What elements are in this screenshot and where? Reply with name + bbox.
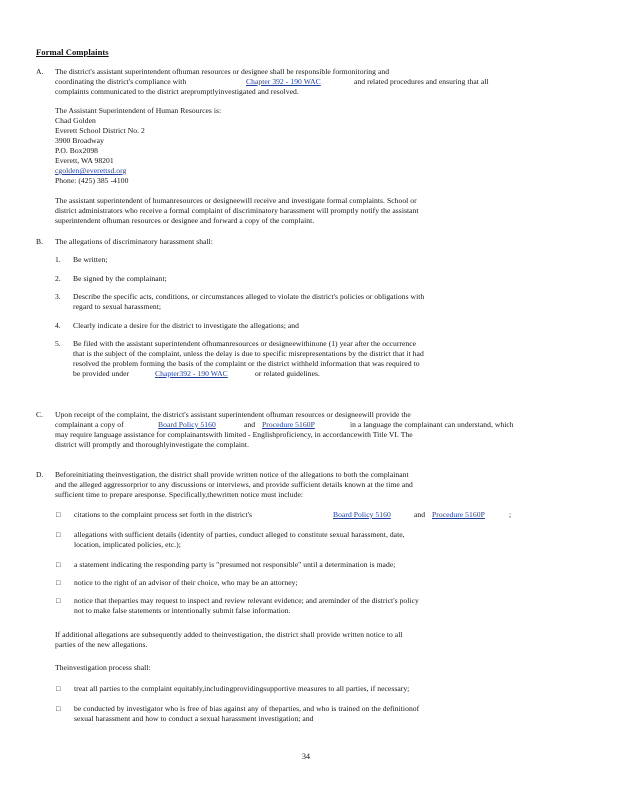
section-marker: A. xyxy=(36,67,44,76)
list-item-continued: resolved the problem forming the basis of the complaint or the district withheld information that was required to xyxy=(73,359,420,368)
text-line: Theinvestigation process shall: xyxy=(55,663,151,672)
board-policy-5160-link[interactable]: Board Policy 5160 xyxy=(158,420,216,429)
chapter-392-190-wac-link[interactable]: Chapter392 - 190 WAC xyxy=(155,369,228,378)
text-line: complaints communicated to the district arepromptlyinvestigated and resolved. xyxy=(55,87,299,96)
bullet-item: notice that theparties may request to inspect and review relevant evidence; and areminder of the district's policy xyxy=(74,596,419,605)
section-marker: C. xyxy=(36,410,43,419)
text-line: Upon receipt of the complaint, the district's assistant superintendent ofhuman resources or designeewill provide the xyxy=(55,410,411,419)
bullet-box-icon: □ xyxy=(56,560,61,569)
contact-pobox: P.O. Box2098 xyxy=(55,146,99,155)
list-item-continued: that is the subject of the complaint, unless the delay is due to specific misrepresentations by the district that it had xyxy=(73,349,424,358)
bullet-item-continued: not to make false statements or intentionally submit false information. xyxy=(74,606,291,615)
contact-city: Everett, WA 98201 xyxy=(55,156,114,165)
text-line: ; xyxy=(509,510,512,519)
contact-phone: Phone: (425) 385 -4100 xyxy=(55,176,129,185)
list-number: 4. xyxy=(55,321,61,330)
bullet-box-icon: □ xyxy=(56,684,61,693)
text-line: The allegations of discriminatory harassment shall: xyxy=(55,237,213,246)
section-marker: B. xyxy=(36,237,43,246)
bullet-item: be conducted by investigator who is free of bias against any of theparties, and who is trained on the definitionof xyxy=(74,704,420,713)
list-number: 1. xyxy=(55,255,61,264)
text-line: and xyxy=(244,420,256,429)
bullet-box-icon: □ xyxy=(56,510,61,519)
procedure-5160p-link[interactable]: Procedure 5160P xyxy=(262,420,315,429)
chapter-392-190-wac-link[interactable]: Chapter 392 - 190 WAC xyxy=(246,77,321,86)
text-line: or related guidelines. xyxy=(255,369,320,378)
text-line: and xyxy=(414,510,426,519)
list-item: Describe the specific acts, conditions, or circumstances alleged to violate the district's policies or obligations with xyxy=(73,292,425,301)
section-marker: D. xyxy=(36,470,44,479)
text-line: coordinating the district's compliance with xyxy=(55,77,187,86)
contact-street: 3900 Broadway xyxy=(55,136,104,145)
page-number: 34 xyxy=(302,752,310,761)
list-item: Be filed with the assistant superintendent ofhumanresources or designeewithinone (1) year after the occurrence xyxy=(73,339,417,348)
text-line: district will promptly and thoroughlyinvestigate the complaint. xyxy=(55,440,250,449)
list-item-continued: regard to sexual harassment; xyxy=(73,302,162,311)
text-line: Beforeinitiating theinvestigation, the district shall provide written notice of the allegations to both the complainant xyxy=(55,470,409,479)
text-line: sufficient time to prepare aresponse. Specifically,thewritten notice must include: xyxy=(55,490,304,499)
bullet-box-icon: □ xyxy=(56,596,61,605)
text-line: and related procedures and ensuring that all xyxy=(354,77,489,86)
page-title: Formal Complaints xyxy=(36,47,109,57)
bullet-item: treat all parties to the complaint equitably,includingprovidingsupportive measures to all parties, if necessary; xyxy=(74,684,410,693)
text-line: If additional allegations are subsequently added to theinvestigation, the district shall provide written notice to all xyxy=(55,630,403,639)
contact-name: Chad Golden xyxy=(55,116,96,125)
text-line: in a language the complainant can understand, which xyxy=(350,420,514,429)
text-line: parties of the new allegations. xyxy=(55,640,148,649)
list-number: 2. xyxy=(55,274,61,283)
contact-email-link[interactable]: cgolden@everettsd.org xyxy=(55,166,127,175)
list-number: 3. xyxy=(55,292,61,301)
bullet-item: citations to the complaint process set forth in the district's xyxy=(74,510,253,519)
text-line: The assistant superintendent of humanresources or designeewill receive and investigate formal complaints. School or xyxy=(55,196,417,205)
list-item: Clearly indicate a desire for the district to investigate the allegations; and xyxy=(73,321,299,330)
text-line: The Assistant Superintendent of Human Resources is: xyxy=(55,106,222,115)
bullet-box-icon: □ xyxy=(56,578,61,587)
board-policy-5160-link[interactable]: Board Policy 5160 xyxy=(333,510,391,519)
bullet-item-continued: location, implicated policies, etc.); xyxy=(74,540,181,549)
list-item: Be written; xyxy=(73,255,108,264)
bullet-box-icon: □ xyxy=(56,530,61,539)
text-line: The district's assistant superintendent ofhuman resources or designee shall be responsible formonitoring and xyxy=(55,67,390,76)
procedure-5160p-link[interactable]: Procedure 5160P xyxy=(432,510,485,519)
bullet-item: a statement indicating the responding party is "presumed not responsible" until a determination is made; xyxy=(74,560,396,569)
text-line: may require language assistance for complainantswith limited - Englishproficiency, in accordancewith Title VI. The xyxy=(55,430,413,439)
text-line: superintendent ofhuman resources or designee and forward a copy of the complaint. xyxy=(55,216,315,225)
bullet-item: allegations with sufficient details (identity of parties, conduct alleged to constitute sexual harassment, date, xyxy=(74,530,405,539)
list-item-continued: be provided under xyxy=(73,369,130,378)
bullet-box-icon: □ xyxy=(56,704,61,713)
text-line: and the alleged aggressorprior to any discussions or interviews, and provide sufficient details known at the time and xyxy=(55,480,413,489)
bullet-item-continued: sexual harassment and how to conduct a sexual harassment investigation; and xyxy=(74,714,314,723)
text-line: complainant a copy of xyxy=(55,420,124,429)
text-line: district administrators who receive a formal complaint of discriminatory harassment will promptly notify the assistant xyxy=(55,206,419,215)
contact-org: Everett School District No. 2 xyxy=(55,126,145,135)
list-item: Be signed by the complainant; xyxy=(73,274,167,283)
bullet-item: notice to the right of an advisor of their choice, who may be an attorney; xyxy=(74,578,298,587)
list-number: 5. xyxy=(55,339,61,348)
